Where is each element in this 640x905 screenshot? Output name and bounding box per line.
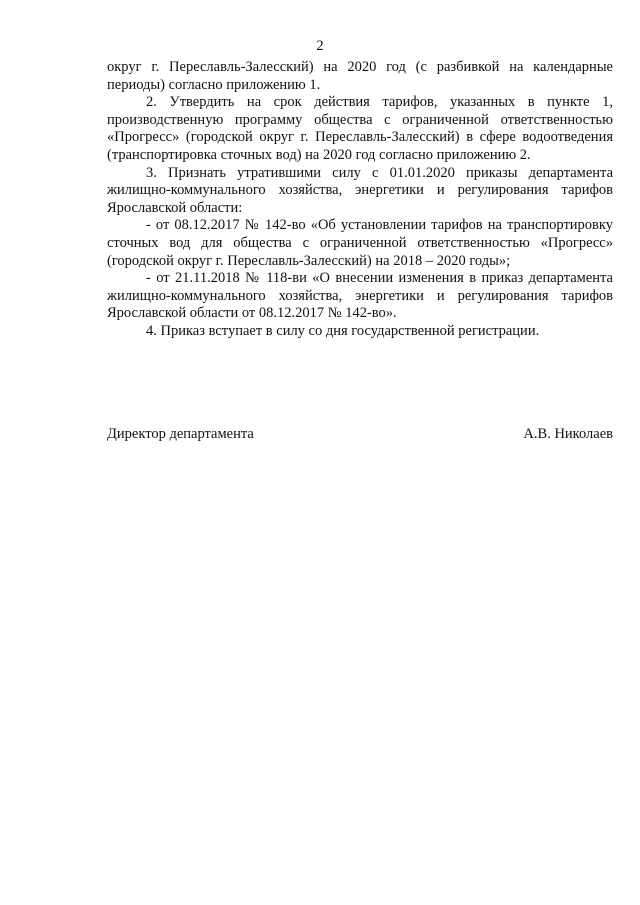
document-body [107, 59, 613, 341]
paragraph-item-4: 4. Приказ вступает в силу со дня государственной регистрации. [146, 322, 540, 339]
signatory-role: Директор департамента [107, 426, 254, 442]
paragraph-subitem-1: - от 08.12.2017 № 142-во «Об установлении тарифов на транспортировку сточных вод для общества с ограниченной ответственностью «Прогресс» (городской округ г. Переславль-Залесский) на 2018 – 2020 годы»; [107, 217, 613, 269]
paragraph-item-3: 3. Признать утратившими силу с 01.01.2020 приказы департамента жилищно-коммунального хозяйства, энергетики и регулирования тарифов Ярославской области: [107, 164, 613, 216]
paragraph-continuation: округ г. Переславль-Залесский) на 2020 год (с разбивкой на календарные периоды) согласно приложению 1. [107, 59, 613, 93]
signatory-name: А.В. Николаев [523, 426, 613, 442]
paragraph-item-2: 2. Утвердить на срок действия тарифов, указанных в пункте 1, производственную программу общества с ограниченной ответственностью «Прогресс» (городской округ г. Переславль-Залесский) в сфере водоотведения (транспортировка сточных вод) на 2020 год согласно приложению 2. [107, 94, 613, 163]
page-number: 2 [316, 38, 324, 54]
paragraph-subitem-2: - от 21.11.2018 № 118-ви «О внесении изменения в приказ департамента жилищно-коммунального хозяйства, энергетики и регулирования тарифов Ярославской области от 08.12.2017 № 142-во». [107, 270, 613, 322]
